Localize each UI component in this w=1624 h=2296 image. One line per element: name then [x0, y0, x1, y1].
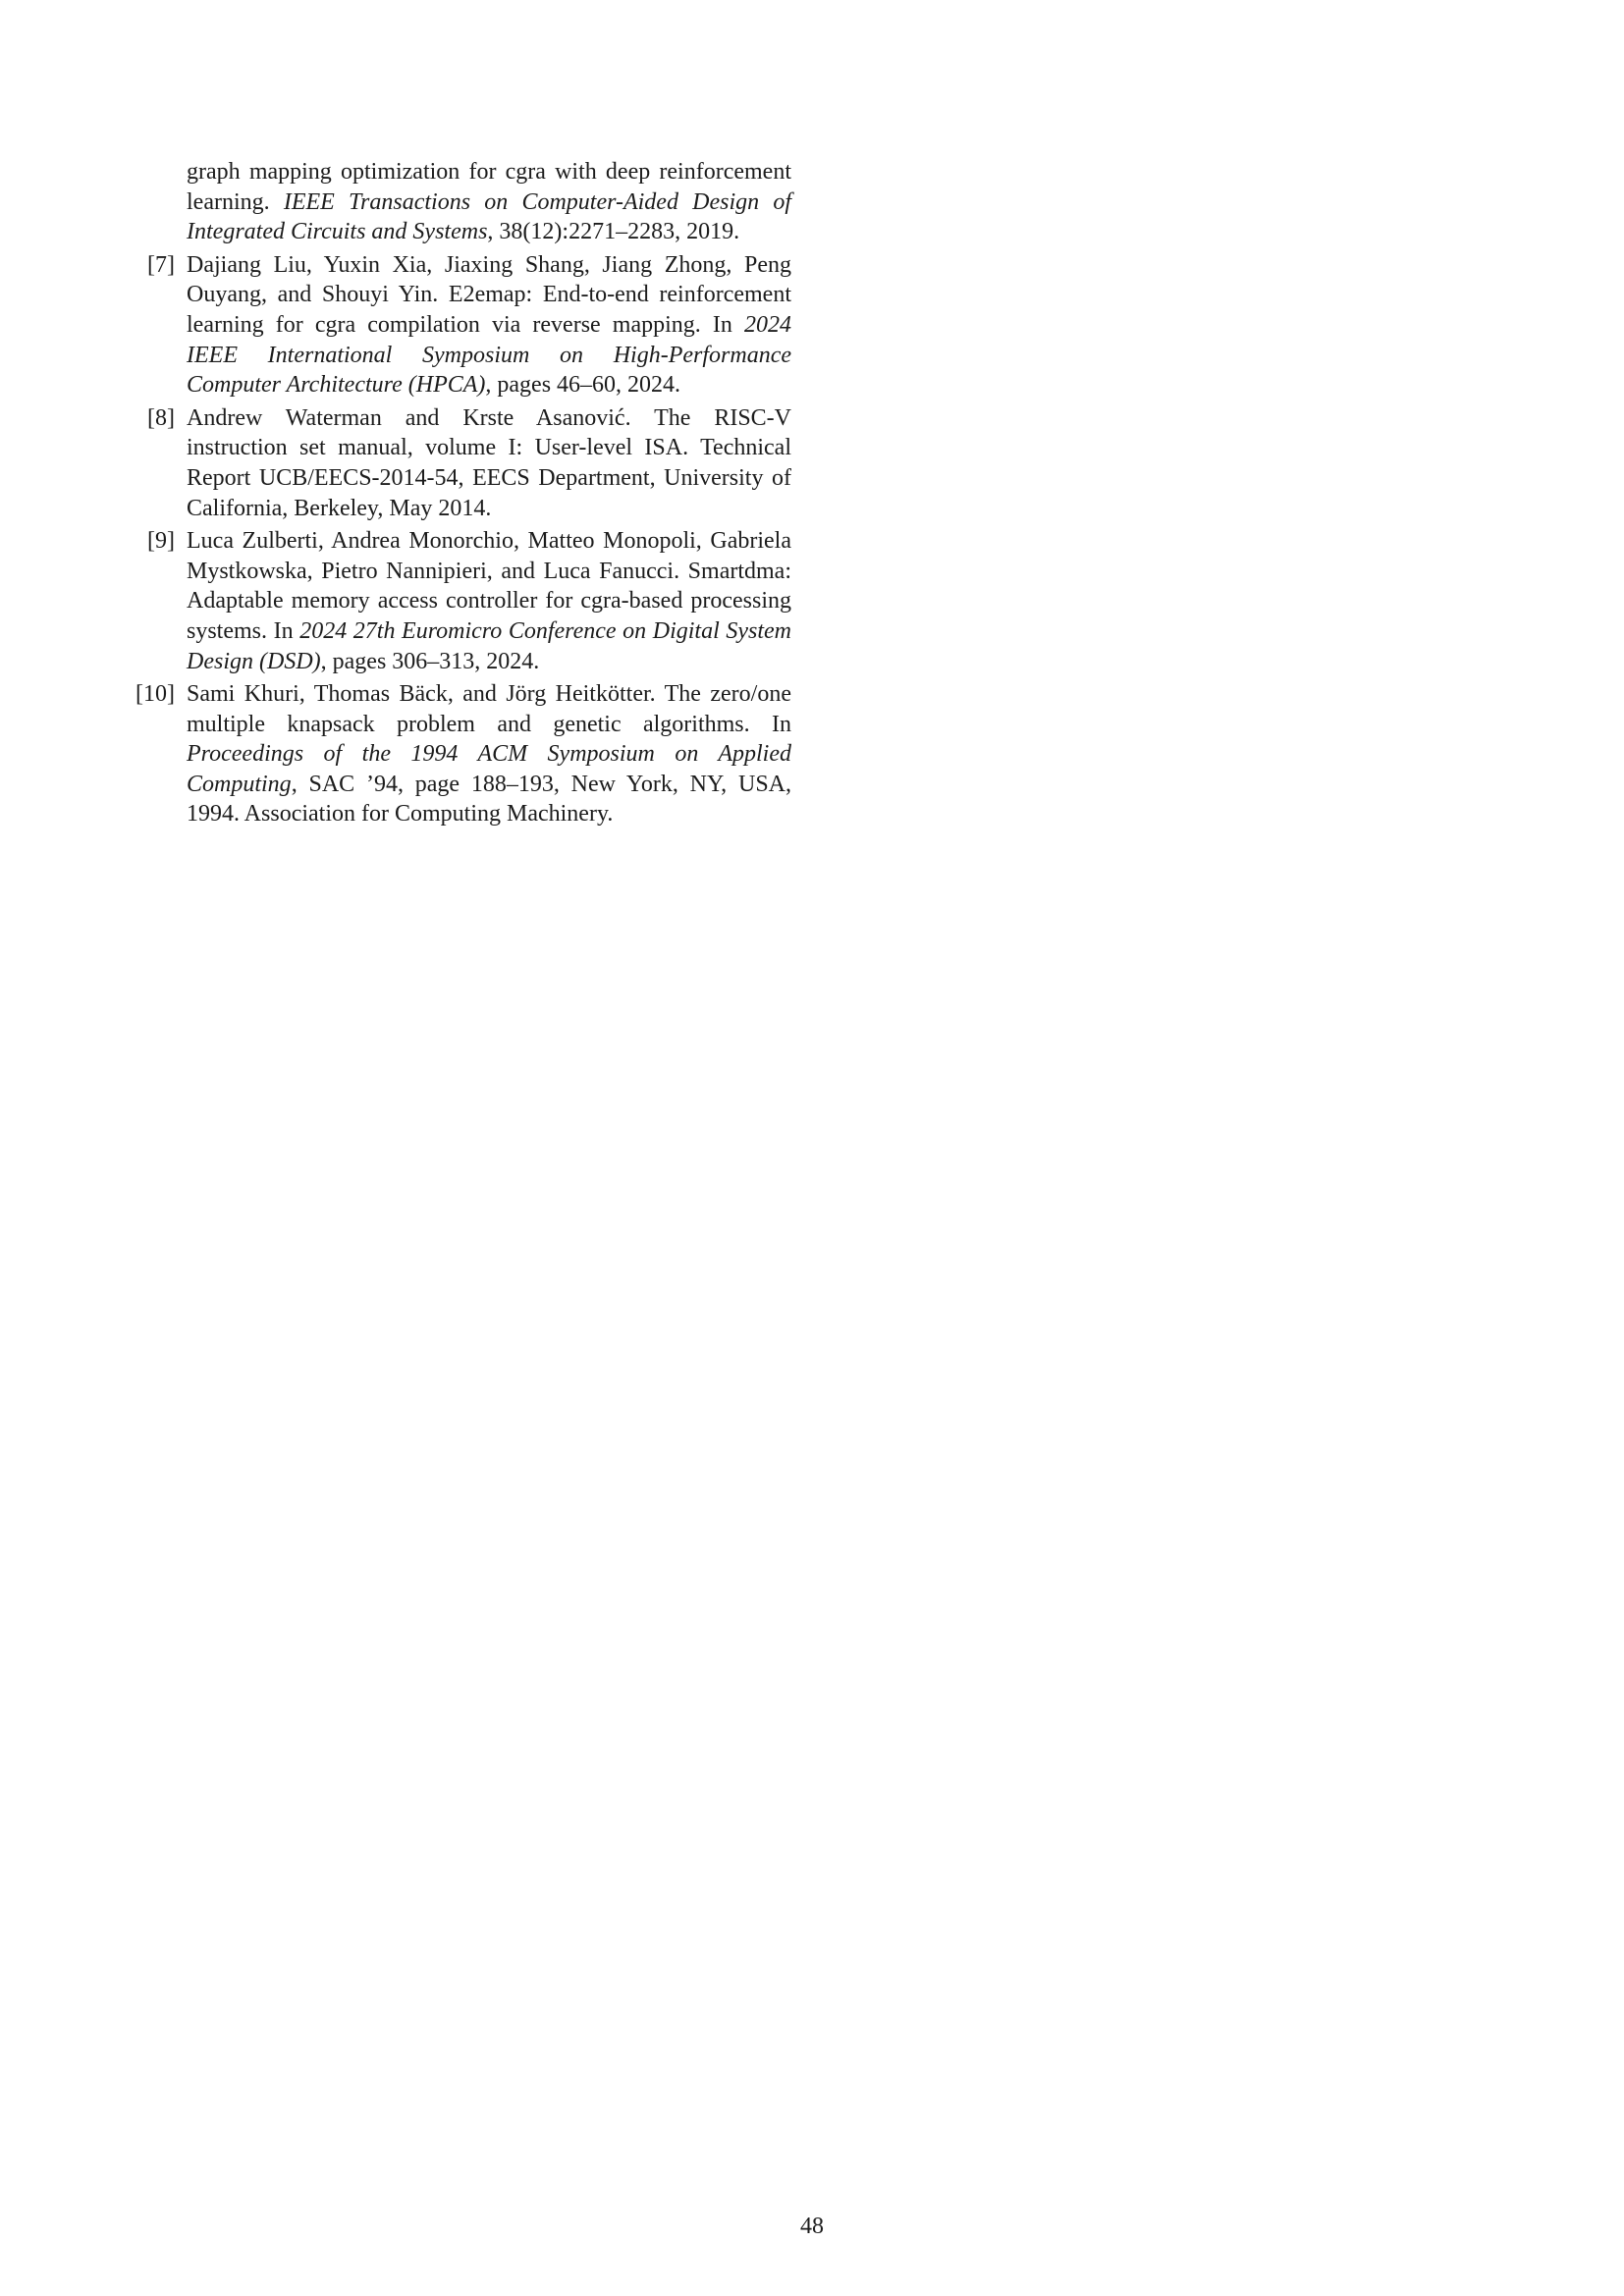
- reference-number: [8]: [147, 404, 175, 431]
- page-number: 48: [800, 2214, 824, 2239]
- reference-number: [10]: [135, 681, 175, 708]
- reference-entry: [128, 157, 791, 247]
- reference-venue: IEEE Transactions on Computer-Aided Design of Integrated Circuits and Systems: [187, 188, 792, 245]
- reference-venue: 2024 IEEE International Symposium on High-Performance Computer Architecture (HPCA): [187, 311, 791, 399]
- reference-text: [187, 250, 791, 400]
- reference-venue: Proceedings of the 1994 ACM Symposium on Applied Computing: [187, 741, 791, 797]
- reference-text: [187, 526, 791, 676]
- reference-entry: [128, 250, 791, 400]
- reference-segment: graph mapping optimization for cgra with deep reinforcement learning.: [187, 159, 791, 215]
- reference-list: [128, 157, 791, 832]
- reference-number: [9]: [147, 528, 175, 555]
- reference-venue: 2024 27th Euromicro Conference on Digital System Design (DSD): [187, 617, 791, 674]
- reference-segment: , pages 306–313, 2024.: [320, 648, 540, 674]
- reference-segment: , SAC ’94, page 188–193, New York, NY, USA, 1994. Association for Computing Machinery.: [187, 771, 791, 828]
- reference-segment: , pages 46–60, 2024.: [485, 372, 681, 399]
- reference-segment: Andrew Waterman and Krste Asanović. The RISC-V instruction set manual, volume I: User-level ISA. Technical Report UCB/EECS-2014-54, EECS Department, University of California, Berkeley, May 2014.: [187, 404, 791, 521]
- reference-text: [187, 157, 791, 247]
- reference-entry: [128, 526, 791, 676]
- reference-segment: Dajiang Liu, Yuxin Xia, Jiaxing Shang, Jiang Zhong, Peng Ouyang, and Shouyi Yin. E2emap: End-to-end reinforcement learning for cgra compilation via reverse mapping. In: [187, 251, 791, 338]
- reference-text: [187, 679, 791, 829]
- reference-segment: , 38(12):2271–2283, 2019.: [487, 219, 740, 245]
- reference-segment: Sami Khuri, Thomas Bäck, and Jörg Heitkötter. The zero/one multiple knapsack problem and genetic algorithms. In: [187, 681, 791, 737]
- reference-text: [187, 403, 791, 523]
- reference-entry: [128, 679, 791, 829]
- reference-number: [7]: [147, 251, 175, 278]
- reference-entry: [128, 403, 791, 523]
- reference-segment: Luca Zulberti, Andrea Monorchio, Matteo Monopoli, Gabriela Mystkowska, Pietro Nannipieri, and Luca Fanucci. Smartdma: Adaptable memory access controller for cgra-based processing systems. In: [187, 528, 791, 644]
